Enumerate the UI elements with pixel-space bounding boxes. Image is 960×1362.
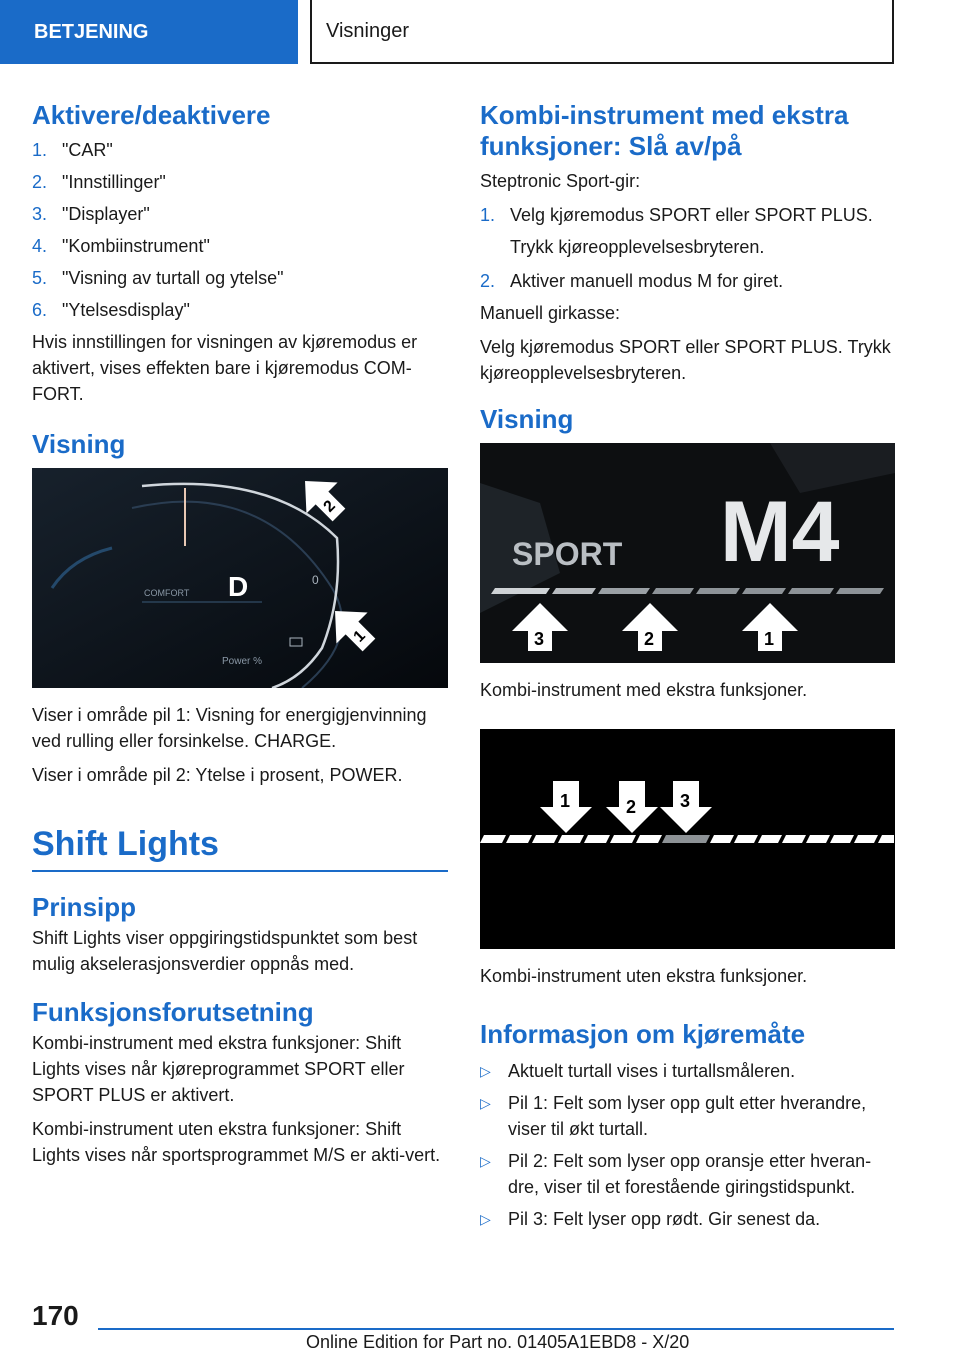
m4-illustration xyxy=(480,443,895,663)
section-rule xyxy=(32,870,448,872)
bullet-text: Pil 1: Felt som lyser opp gult etter hverandre, viser til økt turtall. xyxy=(508,1093,867,1139)
prereq-text-1: Kombi-instrument med ekstra funksjoner: Shift Lights vises når kjøreprogrammet SPORT eller SPORT PLUS er aktivert. xyxy=(32,1033,405,1105)
activate-heading: Aktivere/deaktivere xyxy=(32,100,271,130)
arrow-2-label: 2 xyxy=(320,497,339,516)
power-label: Power % xyxy=(222,656,263,667)
step-number: 1. xyxy=(32,140,48,160)
list-item xyxy=(480,202,895,228)
gauge-illustration xyxy=(32,468,448,688)
bullet-text: Pil 3: Felt lyser opp rødt. Gir senest da. xyxy=(508,1209,821,1229)
prereq-text-2: Kombi-instrument uten ekstra funksjoner: Shift Lights vises når sportsprogrammet M/S er akti-vert. xyxy=(32,1119,441,1165)
right-column xyxy=(480,100,895,1238)
area2-text: Viser i område pil 2: Ytelse i prosent, POWER. xyxy=(32,765,403,785)
list-item xyxy=(32,297,448,323)
arrow-3-label: 3 xyxy=(534,629,545,649)
zero-mark: 0 xyxy=(312,573,319,587)
info-list xyxy=(480,1058,895,1232)
left-column xyxy=(32,100,448,1176)
step-number: 6. xyxy=(32,300,48,320)
footer-rule xyxy=(98,1328,894,1330)
comfort-label: COMFORT xyxy=(144,588,190,598)
gear-indicator: D xyxy=(228,571,249,602)
caption-2: Kombi-instrument uten ekstra funksjoner. xyxy=(480,966,808,986)
list-item xyxy=(480,1206,895,1232)
step-text: "Innstillinger" xyxy=(62,172,166,192)
principle-heading: Prinsipp xyxy=(32,892,137,922)
bullet-text: Pil 2: Felt som lyser opp oransje etter hveran-dre, viser til et forestående giringstidspunkt. xyxy=(508,1151,872,1197)
list-item xyxy=(32,137,448,163)
sport-label: SPORT xyxy=(512,536,623,572)
display-heading-right: Visning xyxy=(480,404,574,434)
arrow-3-label: 3 xyxy=(680,791,691,811)
bullet-triangle-icon: ▷ xyxy=(480,1153,491,1169)
step-text: "Ytelsesdisplay" xyxy=(62,300,190,320)
m4-label: M4 xyxy=(720,484,840,580)
prereq-heading: Funksjonsforutsetning xyxy=(32,997,314,1027)
manual-label: Manuell girkasse: xyxy=(480,303,621,323)
list-item xyxy=(480,1090,895,1142)
chapter-title-box xyxy=(310,0,894,64)
step-text: "Visning av turtall og ytelse" xyxy=(62,268,284,288)
arrow-1-label: 1 xyxy=(560,791,571,811)
gauge-image xyxy=(32,468,448,688)
section-label: BETJENING xyxy=(34,20,149,43)
list-item xyxy=(32,201,448,227)
step-text: Velg kjøremodus SPORT eller SPORT PLUS. xyxy=(510,205,873,225)
manual-text: Velg kjøremodus SPORT eller SPORT PLUS. Trykk kjøreopplevelsesbryteren. xyxy=(480,337,891,383)
step-number: 2. xyxy=(480,271,496,291)
shift-lights-illustration xyxy=(480,729,895,949)
kombi-steps-2 xyxy=(480,268,895,294)
arrow-2-label: 2 xyxy=(626,797,637,817)
arrow-1-label: 1 xyxy=(350,627,369,646)
activate-steps xyxy=(32,137,448,323)
list-item xyxy=(480,1148,895,1200)
caption-1: Kombi-instrument med ekstra funksjoner. xyxy=(480,680,808,700)
bullet-triangle-icon: ▷ xyxy=(480,1211,491,1227)
arrow-2-label: 2 xyxy=(644,629,655,649)
step-text: Aktiver manuell modus M for giret. xyxy=(510,271,784,291)
bullet-text: Aktuelt turtall vises i turtallsmåleren. xyxy=(508,1061,796,1081)
m4-display-image xyxy=(480,443,895,663)
kombi-steps xyxy=(480,202,895,228)
kombi-heading: Kombi-instrument med ekstra funksjoner: Slå av/på xyxy=(480,100,849,161)
section-tab xyxy=(0,0,298,64)
step-subtext: Trykk kjøreopplevelsesbryteren. xyxy=(510,237,765,257)
activate-note: Hvis innstillingen for visningen av kjøremodus er aktivert, vises effekten bare i kjøremodus COM-FORT. xyxy=(32,332,418,404)
step-number: 4. xyxy=(32,236,48,256)
info-heading: Informasjon om kjøremåte xyxy=(480,1019,806,1049)
step-number: 3. xyxy=(32,204,48,224)
arrow-1-label: 1 xyxy=(764,629,775,649)
bullet-triangle-icon: ▷ xyxy=(480,1063,491,1079)
list-item xyxy=(32,265,448,291)
steptronic-label: Steptronic Sport-gir: xyxy=(480,171,641,191)
display-heading: Visning xyxy=(32,429,126,459)
step-number: 5. xyxy=(32,268,48,288)
list-item xyxy=(32,169,448,195)
list-item xyxy=(480,1058,895,1084)
list-item xyxy=(32,233,448,259)
step-text: "Displayer" xyxy=(62,204,150,224)
step-number: 1. xyxy=(480,205,496,225)
step-number: 2. xyxy=(32,172,48,192)
list-item xyxy=(480,268,895,294)
area1-text: Viser i område pil 1: Visning for energigjenvinning ved rulling eller forsinkelse. CHARGE. xyxy=(32,705,427,751)
page-number: 170 xyxy=(32,1300,79,1331)
chapter-title: Visninger xyxy=(326,19,410,42)
shift-lights-image xyxy=(480,729,895,949)
bullet-triangle-icon: ▷ xyxy=(480,1095,491,1111)
principle-text: Shift Lights viser oppgiringstidspunktet som best mulig akselerasjonsverdier oppnås med. xyxy=(32,928,418,974)
step-text: "Kombiinstrument" xyxy=(62,236,210,256)
edition-text: Online Edition for Part no. 01405A1EBD8 - X/20 xyxy=(306,1332,690,1352)
step-text: "CAR" xyxy=(62,140,113,160)
shift-lights-heading: Shift Lights xyxy=(32,825,219,863)
